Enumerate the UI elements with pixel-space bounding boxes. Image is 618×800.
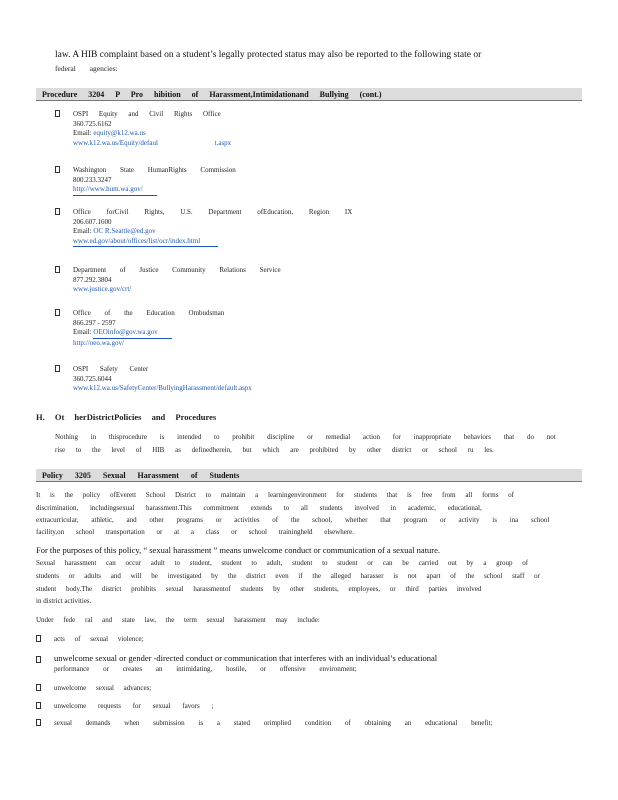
policy-para1-line: It is the policy ofEverett School District to maintain a learningenvironment for students that is free from all forms of <box>36 491 514 499</box>
agency-url-link[interactable]: www.justice.gov/crt/ <box>73 285 132 293</box>
bullet-icon <box>55 166 60 173</box>
include-item-cont: performance or creates an intimidating, hostile, or offensive environment; <box>54 665 357 673</box>
agency-name: Office forCivil Rights, U.S. Department ofEducation, Region IX <box>73 208 353 216</box>
email-label: Email: <box>73 227 92 235</box>
email-label: Email: <box>73 129 92 137</box>
bullet-icon <box>55 266 60 273</box>
bullet-icon <box>55 208 60 215</box>
policy-para2-line: in district activities. <box>36 597 92 605</box>
agency-name: Office of the Education Ombudsman <box>73 309 225 317</box>
section-h-heading: H. Ot herDistrictPolicies and Procedures <box>36 412 217 422</box>
agency-url-link[interactable]: www.k12.wa.us/Equity/defaul t.aspx <box>73 138 232 147</box>
agency-name: Department of Justice Community Relations Service <box>73 266 281 274</box>
include-item: unwelcome requests for sexual favors ; <box>54 702 214 710</box>
agency-email-link[interactable]: OEOinfo@gov.wa.gov <box>93 328 171 339</box>
bullet-icon <box>55 365 60 372</box>
agency-url-link[interactable]: www.ed.gov/about/offices/list/ocr/index.html <box>73 237 218 248</box>
bullet-icon <box>36 702 41 709</box>
agency-email-link[interactable]: OC R.Seattle@ed.gov <box>93 227 156 235</box>
section-h-line-1: Nothing in thisprocedure is intended to prohibit discipline or remedial action for inappropriate behaviors that do not <box>55 433 556 441</box>
agency-phone: 800.233.3247 <box>73 175 112 184</box>
policy-para1-line: extracurricular, athletic, and other programs or activities of the school, whether that program or activity is ina school <box>36 516 550 524</box>
intro-line-1: law. A HIB complaint based on a student’s legally protected status may also be reported to the following state or <box>55 50 482 60</box>
intro-line-2: federal agencies: <box>55 64 118 73</box>
agency-phone: 360.725.6162 <box>73 119 112 128</box>
section-h-line-2: rise to the level of HIB as definedherein, but which are prohibited by other district or school ru les. <box>55 446 494 454</box>
email-label: Email: <box>73 328 92 336</box>
agency-phone: 877.292.3804 <box>73 275 112 284</box>
procedure-header-bar: Procedure 3204 P Pro hibition of Harassment,Intimidationand Bullying (cont.) <box>36 88 582 101</box>
policy-para1-line: facility,on school transportation or at a class or school trainingheld elsewhere. <box>36 528 355 536</box>
policy-para2-line: students or adults and will be investigated by the district even if the alleged harasser is not apart of the school staff or <box>36 572 541 580</box>
agency-name: Washington State HumanRights Commission <box>73 166 236 174</box>
agency-name: OSPI Equity and Civil Rights Office <box>73 110 221 118</box>
bullet-icon <box>36 656 41 663</box>
sexual-harassment-definition: For the purposes of this policy, “ sexual harassment ” means unwelcome conduct or communication of a sexual nature. <box>36 545 441 555</box>
agency-email-link[interactable]: equity@k12.wa.us <box>93 129 146 137</box>
bullet-icon <box>36 684 41 691</box>
agency-url-link[interactable]: www.k12.wa.us/SafetyCenter/BullyingHarassment/default.aspx <box>73 384 252 392</box>
agency-phone: 206.607.1600 <box>73 217 112 226</box>
bullet-icon <box>36 635 41 642</box>
include-item: sexual demands when submission is a stated orimplied condition of obtaining an educational benefit; <box>54 719 493 727</box>
policy-para1-line: discrimination, includingsexual harassment.This commitment extends to all students involved in academic, educational, <box>36 504 482 512</box>
agency-name: OSPI Safety Center <box>73 365 149 373</box>
agency-phone: 866.297 - 2597 <box>73 318 116 327</box>
agency-url-link[interactable]: http://www.hum.wa.gov/ <box>73 185 157 196</box>
bullet-icon <box>36 719 41 726</box>
bullet-icon <box>55 309 60 316</box>
policy-para2-line: Sexual harassment can occur adult to student, student to adult, student to student or can be carried out by a group of <box>36 559 529 567</box>
policy-header-bar: Policy 3205 Sexual Harassment of Students <box>36 469 582 482</box>
policy-para2-line: student body.The district prohibits sexual harassmentof students by other students, employees, or third parties involved <box>36 585 482 593</box>
bullet-icon <box>55 110 60 117</box>
include-item: unwelcome sexual or gender -directed conduct or communication that interferes with an individual’s educational <box>54 653 438 663</box>
agency-phone: 360.725.6044 <box>73 374 112 383</box>
include-item: unwelcome sexual advances; <box>54 684 152 692</box>
agency-url-link[interactable]: http://oeo.wa.gov/ <box>73 338 124 347</box>
include-item: acts of sexual violence; <box>54 635 144 643</box>
include-intro: Under fede ral and state law, the term sexual harassment may include: <box>36 616 320 624</box>
